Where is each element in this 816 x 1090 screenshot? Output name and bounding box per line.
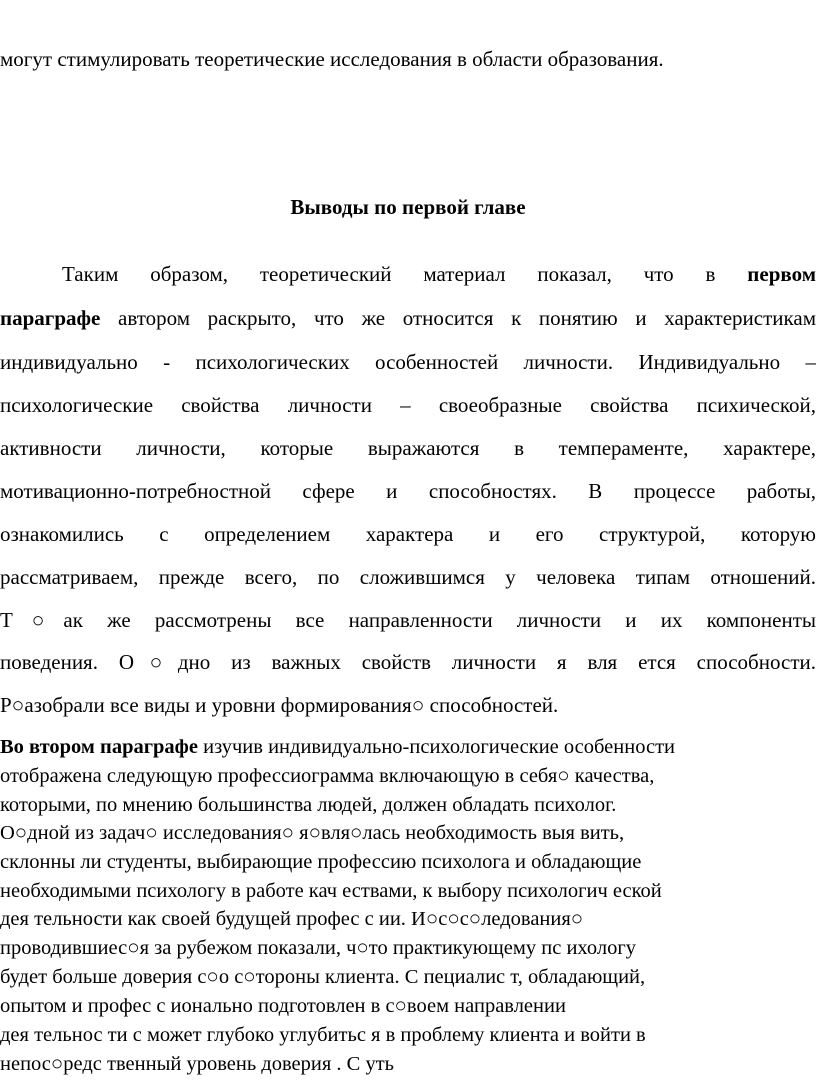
bold-run: Во втором параграфе [0, 736, 198, 758]
paragraph-1-line-10: поведения. О○дно из важных свойств личности я вля ется способности. [0, 650, 816, 674]
paragraph-2-line-6: необходимыми психологу в работе кач ествами, к выбору психологич еской [0, 880, 662, 902]
bullet-text-line-2: могут стимулировать теоретические исследования в области образования. [0, 47, 664, 71]
paragraph-2-line-3: которыми, по мнению большинства людей, должен обладать психолог. [0, 794, 617, 816]
paragraph-2-line-9: будет больше доверия с○о с○тороны клиента. С пециалис т, обладающий, [0, 966, 646, 988]
paragraph-2-line-7: дея тельности как своей будущей профес с ии. И○с○с○ледования○ [0, 908, 584, 930]
paragraph-2-line-5: склонны ли студенты, выбирающие профессию психолога и обладающие [0, 851, 642, 873]
paragraph-2-line-2: отображена следующую профессиограмма включающую в себя○ качества, [0, 765, 655, 787]
paragraph-1-line-6: мотивационно-потребностной сфере и способностях. В процессе работы, [0, 479, 816, 503]
bold-run: первом [747, 262, 816, 286]
paragraph-1-line-11: Р○азобрали все виды и уровни формирования○ способностей. [0, 693, 559, 717]
paragraph-1-line-8: рассматриваем, прежде всего, по сложившимся у человека типам отношений. [0, 565, 816, 589]
paragraph-1-line-4: психологические свойства личности – своеобразные свойства психической, [0, 393, 816, 417]
paragraph-2-line-11: дея тельнос ти с может глубоко углубитьс я в проблему клиента и войти в [0, 1024, 646, 1046]
section-heading: Выводы по первой главе [290, 195, 526, 219]
text-run: Таким образом, теоретический материал показал, что в [62, 262, 748, 286]
paragraph-1-line-2 [0, 306, 816, 331]
paragraph-1-line-5: активности личности, которые выражаются в темпераменте, характере, [0, 436, 816, 460]
paragraph-2-line-4: О○дной из задач○ исследования○ я○вля○лась необходимость выя вить, [0, 822, 625, 844]
paragraph-2-line-1 [0, 736, 816, 759]
bold-run: параграфе [0, 306, 101, 330]
text-run: изучив индивидуально-психологические особенности [197, 736, 675, 758]
paragraph-2-line-10: опытом и профес с ионально подготовлен в с○воем направлении [0, 995, 566, 1017]
paragraph-1-line-7: ознакомились с определением характера и его структурой, которую [0, 522, 816, 546]
paragraph-2-line-12: непос○редс твенный уровень доверия . С уть [0, 1053, 395, 1075]
paragraph-1-line-3: индивидуально - психологических особенностей личности. Индивидуально – [0, 350, 816, 374]
paragraph-2-line-8: проводившиес○я за рубежом показали, ч○то практикующему пс ихологу [0, 937, 637, 959]
paragraph-1-line-1 [0, 262, 816, 287]
paragraph-1-line-9: Т○ак же рассмотрены все направленности личности и их компоненты [0, 608, 816, 632]
text-run: автором раскрыто, что же относится к понятию и характеристикам [100, 306, 816, 330]
